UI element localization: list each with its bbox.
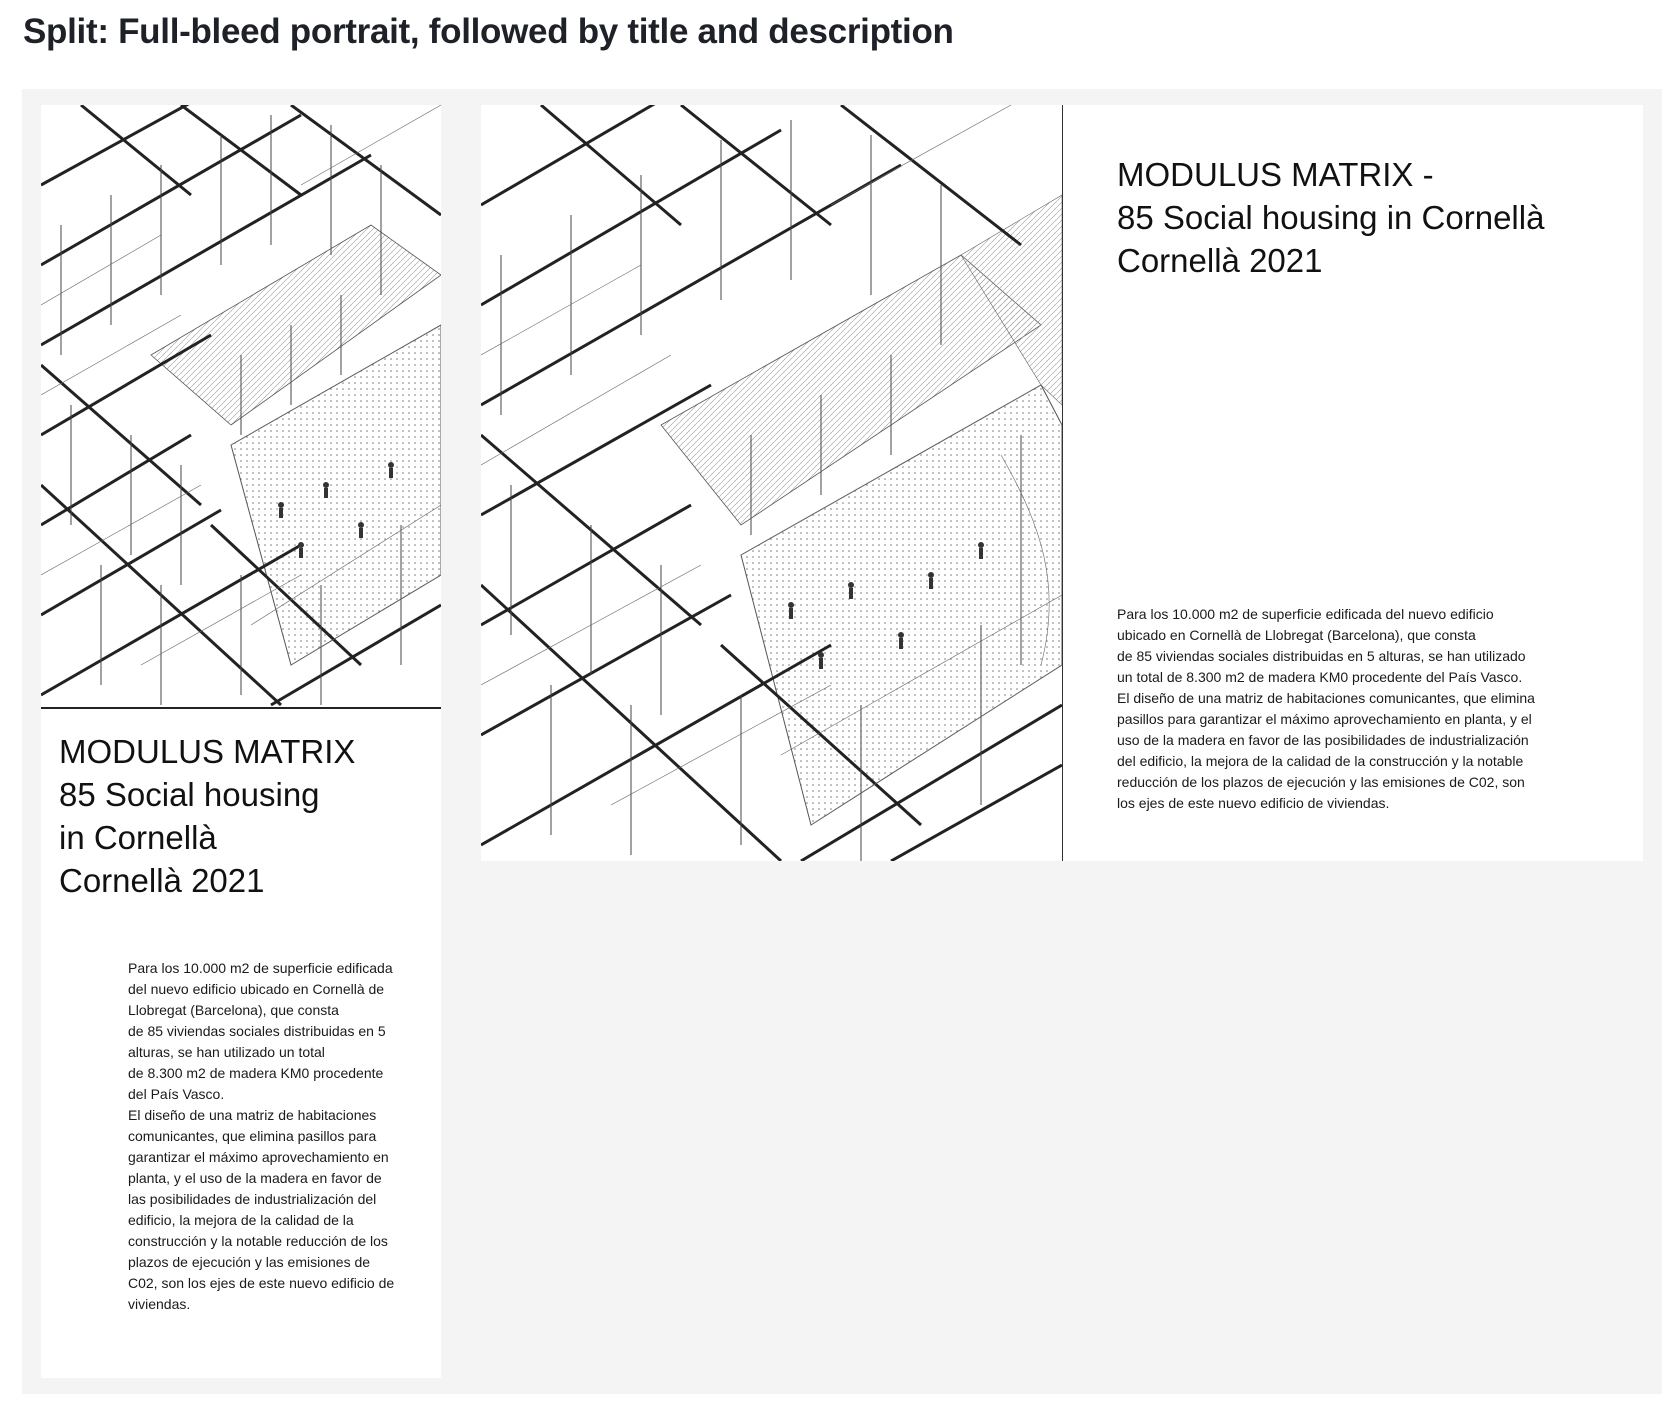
description-line: pasillos para garantizar el máximo aprovechamiento en planta, y el [1117, 711, 1532, 727]
description-line: del edificio, la mejora de la calidad de la construcción y la notable [1117, 753, 1524, 769]
description-line: garantizar el máximo aprovechamiento en [128, 1149, 389, 1165]
description-line: los ejes de este nuevo edificio de viviendas. [1117, 795, 1390, 811]
axonometric-drawing-image [481, 105, 1063, 861]
project-card-stacked [41, 105, 441, 1378]
project-title-line: 85 Social housing [59, 776, 320, 813]
project-title-line: MODULUS MATRIX - [1117, 156, 1434, 193]
project-title [59, 730, 429, 902]
axonometric-housing-drawing-icon [41, 105, 441, 707]
project-title-line: Cornellà 2021 [59, 862, 265, 899]
description-line: de 85 viviendas sociales distribuidas en 5 [128, 1023, 386, 1039]
project-description [128, 958, 433, 1315]
description-line: ubicado en Cornellà de Llobregat (Barcelona), que consta [1117, 627, 1476, 643]
description-line: uso de la madera en favor de las posibilidades de industrialización [1117, 732, 1529, 748]
description-line: del nuevo edificio ubicado en Cornellà de [128, 981, 385, 997]
description-line: reducción de los plazos de ejecución y las emisiones de C02, son [1117, 774, 1525, 790]
description-line: comunicantes, que elimina pasillos para [128, 1128, 377, 1144]
description-line: un total de 8.300 m2 de madera KM0 procedente del País Vasco. [1117, 669, 1523, 685]
description-line: El diseño de una matriz de habitaciones comunicantes, que elimina [1117, 690, 1535, 706]
description-line: edificio, la mejora de la calidad de la [128, 1212, 354, 1228]
project-title-line: Cornellà 2021 [1117, 242, 1323, 279]
description-line: El diseño de una matriz de habitaciones [128, 1107, 377, 1123]
description-line: de 85 viviendas sociales distribuidas en 5 alturas, se han utilizado [1117, 648, 1526, 664]
project-title [1117, 153, 1617, 282]
description-line: Para los 10.000 m2 de superficie edificada del nuevo edificio [1117, 606, 1494, 622]
description-line: Para los 10.000 m2 de superficie edificada [128, 960, 393, 976]
project-card-side-by-side [481, 105, 1643, 861]
description-line: Llobregat (Barcelona), que consta [128, 1002, 339, 1018]
project-title-line: 85 Social housing in Cornellà [1117, 199, 1545, 236]
axonometric-housing-drawing-icon [481, 105, 1062, 861]
project-title-line: MODULUS MATRIX [59, 733, 356, 770]
preview-canvas [22, 89, 1662, 1394]
description-line: alturas, se han utilizado un total [128, 1044, 325, 1060]
description-line: C02, son los ejes de este nuevo edificio de [128, 1275, 395, 1291]
description-line: construcción y la notable reducción de los [128, 1233, 388, 1249]
page-title: Split: Full-bleed portrait, followed by title and description [23, 12, 954, 51]
description-line: las posibilidades de industrialización del [128, 1191, 377, 1207]
description-line: del País Vasco. [128, 1086, 225, 1102]
description-line: plazos de ejecución y las emisiones de [128, 1254, 371, 1270]
description-line: planta, y el uso de la madera en favor de [128, 1170, 382, 1186]
axonometric-drawing-image [41, 105, 441, 709]
description-line: de 8.300 m2 de madera KM0 procedente [128, 1065, 384, 1081]
project-title-line: in Cornellà [59, 819, 217, 856]
description-line: viviendas. [128, 1296, 191, 1312]
project-description [1117, 604, 1597, 814]
